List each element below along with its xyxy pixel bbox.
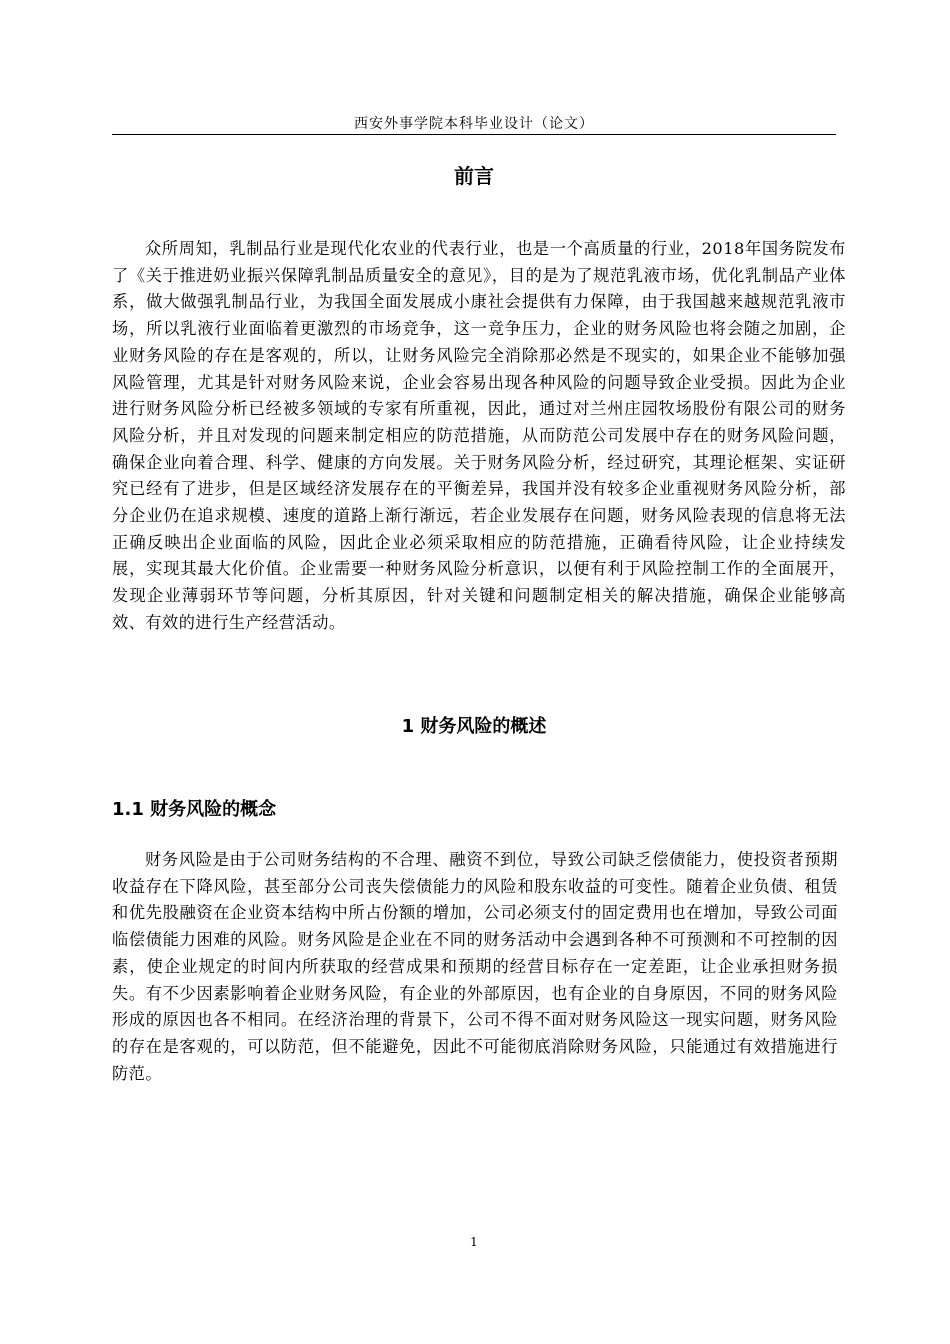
page-header: 西安外事学院本科毕业设计（论文）	[354, 116, 594, 132]
subsection-title: 1.1 财务风险的概念	[112, 799, 277, 820]
preface-title: 前言	[454, 164, 494, 188]
preface-paragraph: 众所周知，乳制品行业是现代化农业的代表行业，也是一个高质量的行业，2018年国务院发布了《关于推进奶业振兴保障乳制品质量安全的意见》，目的是为了规范乳液市场，优化乳制品产业体系，做大做强乳制品行业，为我国全面发展成小康社会提供有力保障，由于我国越来越规范乳液市场，所以乳液行业面临着更激烈的市场竞争，这一竞争压力，企业的财务风险也将会随之加剧，企业财务风险的存在是客观的，所以，让财务风险完全消除那必然是不现实的，如果企业不能够加强风险管理，尤其是针对财务风险来说，企业会容易出现各种风险的问题导致企业受损。因此为企业进行财务风险分析已经被多领域的专家有所重视，因此，通过对兰州庄园牧场股份有限公司的财务风险分析，并且对发现的问题来制定相应的防范措施，从而防范公司发展中存在的财务风险问题，确保企业向着合理、科学、健康的方向发展。关于财务风险分析，经过研究，其理论框架、实证研究已经有了进步，但是区域经济发展存在的平衡差异，我国并没有较多企业重视财务风险分析，部分企业仍在追求规模、速度的道路上渐行渐远，若企业发展存在问题，财务风险表现的信息将无法正确反映出企业面临的风险，因此企业必须采取相应的防范措施，正确看待风险，让企业持续发展，实现其最大化价值。企业需要一种财务风险分析意识，以便有利于风险控制工作的全面展开，发现企业薄弱环节等问题，分析其原因，针对关键和问题制定相关的解决措施，确保企业能够高效、有效的进行生产经营活动。	[112, 239, 846, 632]
subsection-paragraph: 财务风险是由于公司财务结构的不合理、融资不到位，导致公司缺乏偿债能力，使投资者预期收益存在下降风险，甚至部分公司丧失偿债能力的风险和股东收益的可变性。随着企业负债、租赁和优先股融资在企业资本结构中所占份额的增加，公司必须支付的固定费用也在增加，导致公司面临偿债能力困难的风险。财务风险是企业在不同的财务活动中会遇到各种不可预测和不可控制的因素，使企业规定的时间内所获取的经营成果和预期的经营目标存在一定差距，让企业承担财务损失。有不少因素影响着企业财务风险，有企业的外部原因，也有企业的自身原因，不同的财务风险形成的原因也各不相同。在经济治理的背景下，公司不得不面对财务风险这一现实问题，财务风险的存在是客观的，可以防范，但不能避免，因此不可能彻底消除财务风险，只能通过有效措施进行防范。	[112, 850, 838, 1083]
section-title: 1 财务风险的概述	[401, 716, 547, 737]
header-divider	[112, 134, 836, 135]
page-number: 1	[470, 1235, 478, 1249]
